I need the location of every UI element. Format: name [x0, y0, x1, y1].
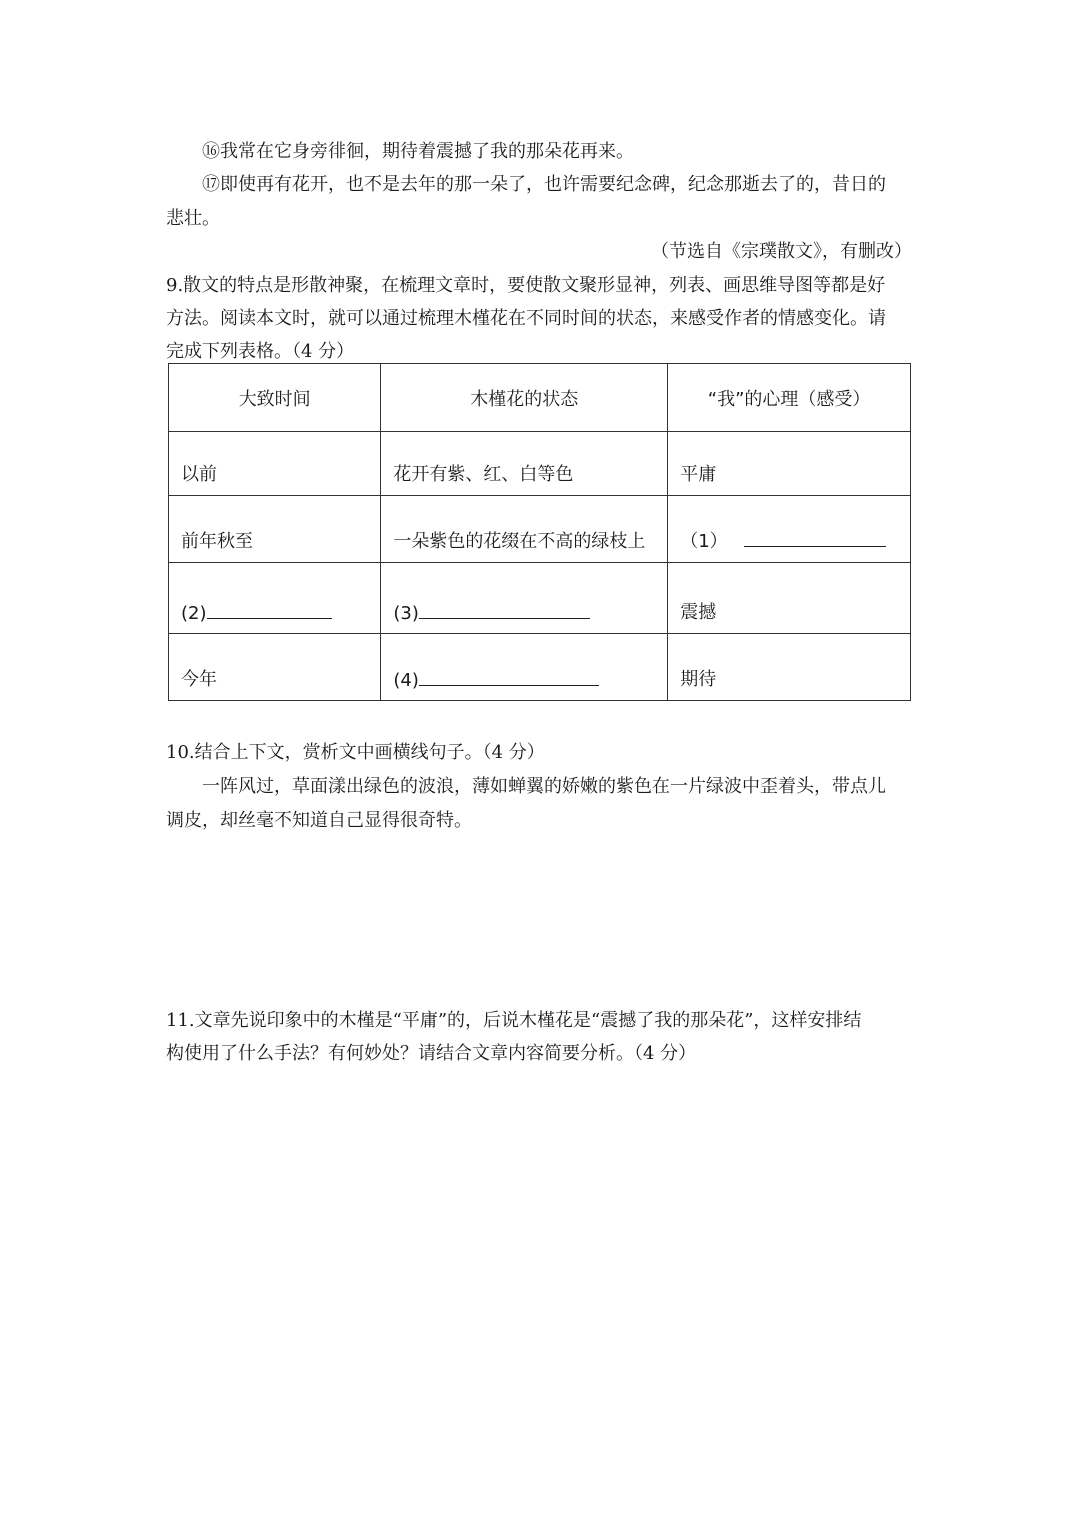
- cell-time: 前年秋至: [169, 496, 381, 563]
- paragraph-16: ⑯我常在它身旁徘徊，期待着震撼了我的那朵花再来。: [202, 141, 634, 162]
- blank-label-2: (2): [181, 603, 207, 624]
- question-10-quote-line-2: 调皮，却丝毫不知道自己显得很奇特。: [166, 810, 472, 831]
- blank-label-1: （1）: [680, 531, 728, 552]
- header-time: 大致时间: [169, 364, 381, 432]
- paragraph-17-line-1: ⑰即使再有花开，也不是去年的那一朵了，也许需要纪念碑，纪念那逝去了的，昔日的: [202, 174, 886, 195]
- table-row: [169, 496, 911, 563]
- cell-time: [169, 563, 381, 634]
- answer-blank-3[interactable]: [419, 602, 590, 619]
- header-state: 木槿花的状态: [381, 364, 668, 432]
- cell-feeling: 平庸: [668, 432, 911, 496]
- question-9-line-3: 完成下列表格。（4 分）: [166, 341, 355, 362]
- cell-feeling: [668, 496, 911, 563]
- cell-time: 今年: [169, 634, 381, 701]
- table-row: [169, 432, 911, 496]
- answer-blank-2[interactable]: [207, 602, 332, 619]
- cell-state: 花开有紫、红、白等色: [381, 432, 668, 496]
- answer-blank-4[interactable]: [419, 669, 599, 686]
- paragraph-17-line-2: 悲壮。: [166, 208, 220, 229]
- cell-state: [381, 563, 668, 634]
- table-row: [169, 563, 911, 634]
- cell-state: [381, 634, 668, 701]
- blank-label-4: (4): [393, 670, 419, 691]
- question-9-line-1: 9.散文的特点是形散神聚，在梳理文章时，要使散文聚形显神，列表、画思维导图等都是好: [166, 275, 886, 296]
- question-11-line-2: 构使用了什么手法？有何妙处？请结合文章内容简要分析。（4 分）: [166, 1043, 697, 1064]
- table-header-row: [169, 364, 911, 432]
- blank-label-3: (3): [393, 603, 419, 624]
- answer-blank-1[interactable]: [744, 530, 886, 547]
- question-10-title: 10.结合上下文，赏析文中画横线句子。（4 分）: [166, 742, 545, 763]
- header-feeling: “我”的心理（感受）: [668, 364, 911, 432]
- question-11-line-1: 11.文章先说印象中的木槿是“平庸”的，后说木槿花是“震撼了我的那朵花”，这样安排结: [166, 1010, 862, 1031]
- source-citation: （节选自《宗璞散文》，有删改）: [651, 241, 912, 262]
- cell-feeling: 震撼: [668, 563, 911, 634]
- question-10-quote-line-1: 一阵风过，草面漾出绿色的波浪，薄如蝉翼的娇嫩的紫色在一片绿波中歪着头，带点儿: [202, 776, 886, 797]
- answer-table: [168, 363, 911, 701]
- cell-feeling: 期待: [668, 634, 911, 701]
- question-9-line-2: 方法。阅读本文时，就可以通过梳理木槿花在不同时间的状态，来感受作者的情感变化。请: [166, 308, 886, 329]
- cell-state: 一朵紫色的花缀在不高的绿枝上: [381, 496, 668, 563]
- cell-time: 以前: [169, 432, 381, 496]
- table-row: [169, 634, 911, 701]
